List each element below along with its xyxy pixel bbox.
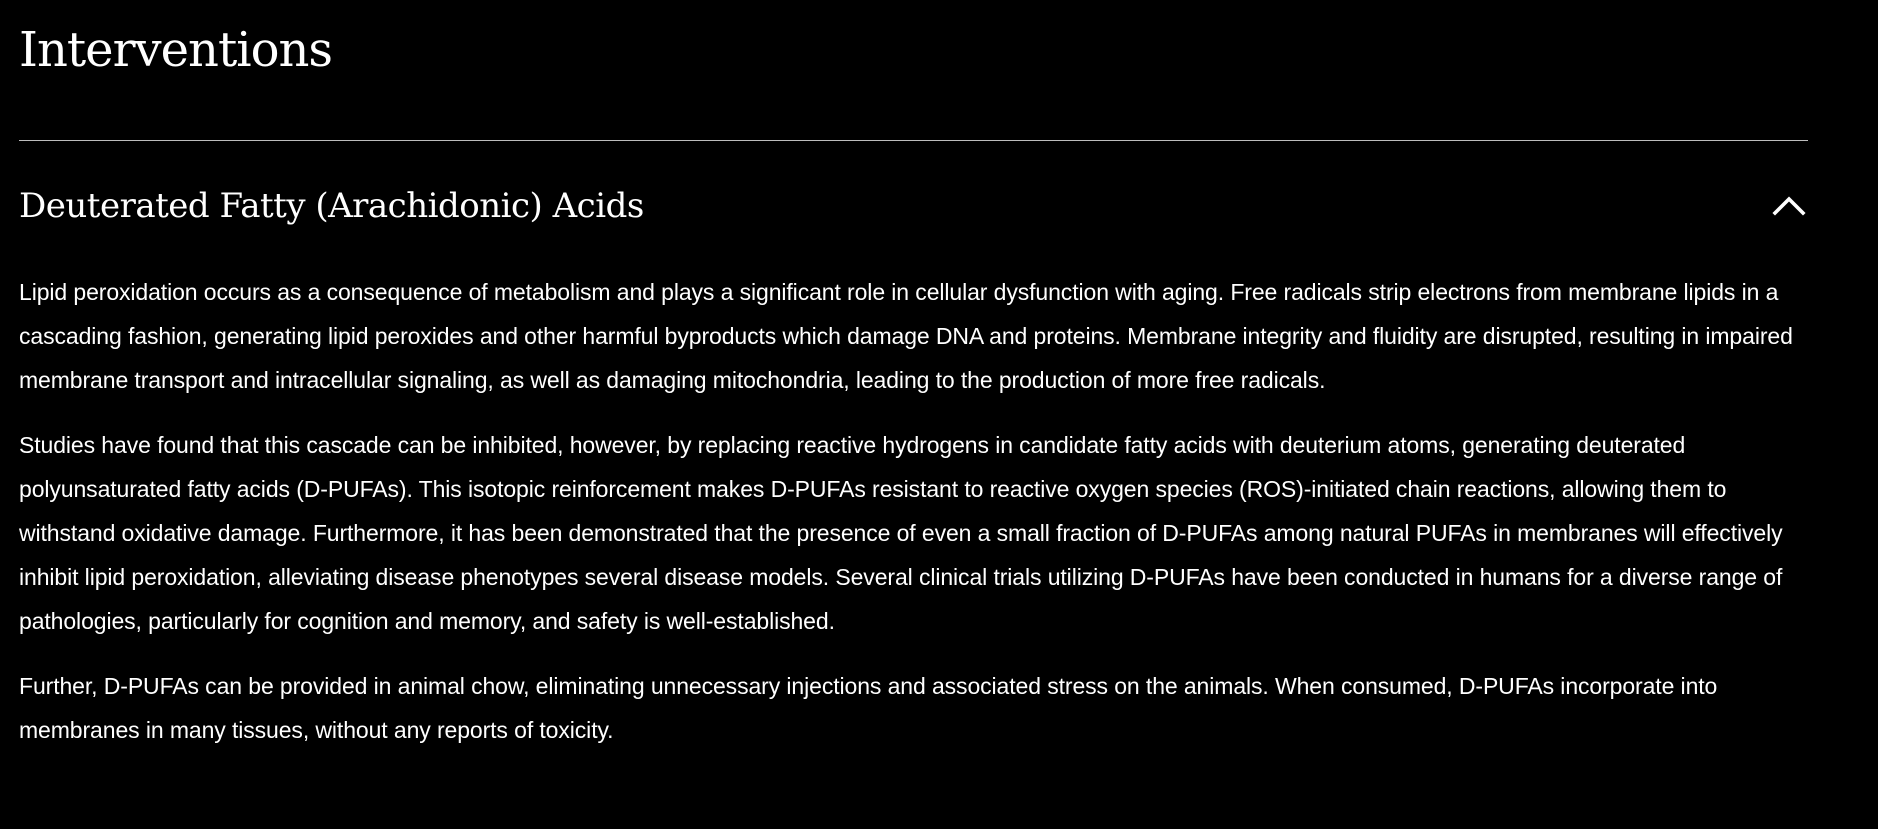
accordion-paragraph: Studies have found that this cascade can be inhibited, however, by replacing reactive hydrogens in candidate fatty acids with deuterium atoms, generating deuterated polyunsaturated fatty acids (D-PUFAs). This isotopic reinforcement makes D-PUFAs resistant to reactive oxygen species (ROS)-initiated chain reactions, allowing them to withstand oxidative damage. Furthermore, it has been demonstrated that the presence of even a small fraction of D-PUFAs among natural PUFAs in membranes will effectively inhibit lipid peroxidation, alleviating disease phenotypes several disease models. Several clinical trials utilizing D-PUFAs have been conducted in humans for a diverse range of pathologies, particularly for cognition and memory, and safety is well-established.	[19, 432, 1783, 634]
interventions-section	[19, 0, 1808, 743]
accordion-content	[19, 270, 1808, 773]
accordion-paragraph: Further, D-PUFAs can be provided in animal chow, eliminating unnecessary injections and associated stress on the animals. When consumed, D-PUFAs incorporate into membranes in many tissues, without any reports of toxicity.	[19, 673, 1718, 743]
section-divider	[19, 140, 1808, 141]
chevron-up-icon[interactable]	[1769, 186, 1809, 226]
accordion-paragraph: Lipid peroxidation occurs as a consequence of metabolism and plays a significant role in cellular dysfunction with aging. Free radicals strip electrons from membrane lipids in a cascading fashion, generating lipid peroxides and other harmful byproducts which damage DNA and proteins. Membrane integrity and fluidity are disrupted, resulting in impaired membrane transport and intracellular signaling, as well as damaging mitochondria, leading to the production of more free radicals.	[19, 279, 1793, 393]
section-title: Interventions	[19, 22, 333, 78]
accordion-title: Deuterated Fatty (Arachidonic) Acids	[19, 186, 644, 226]
accordion-header-deuterated-fatty-acids[interactable]	[19, 178, 1808, 240]
